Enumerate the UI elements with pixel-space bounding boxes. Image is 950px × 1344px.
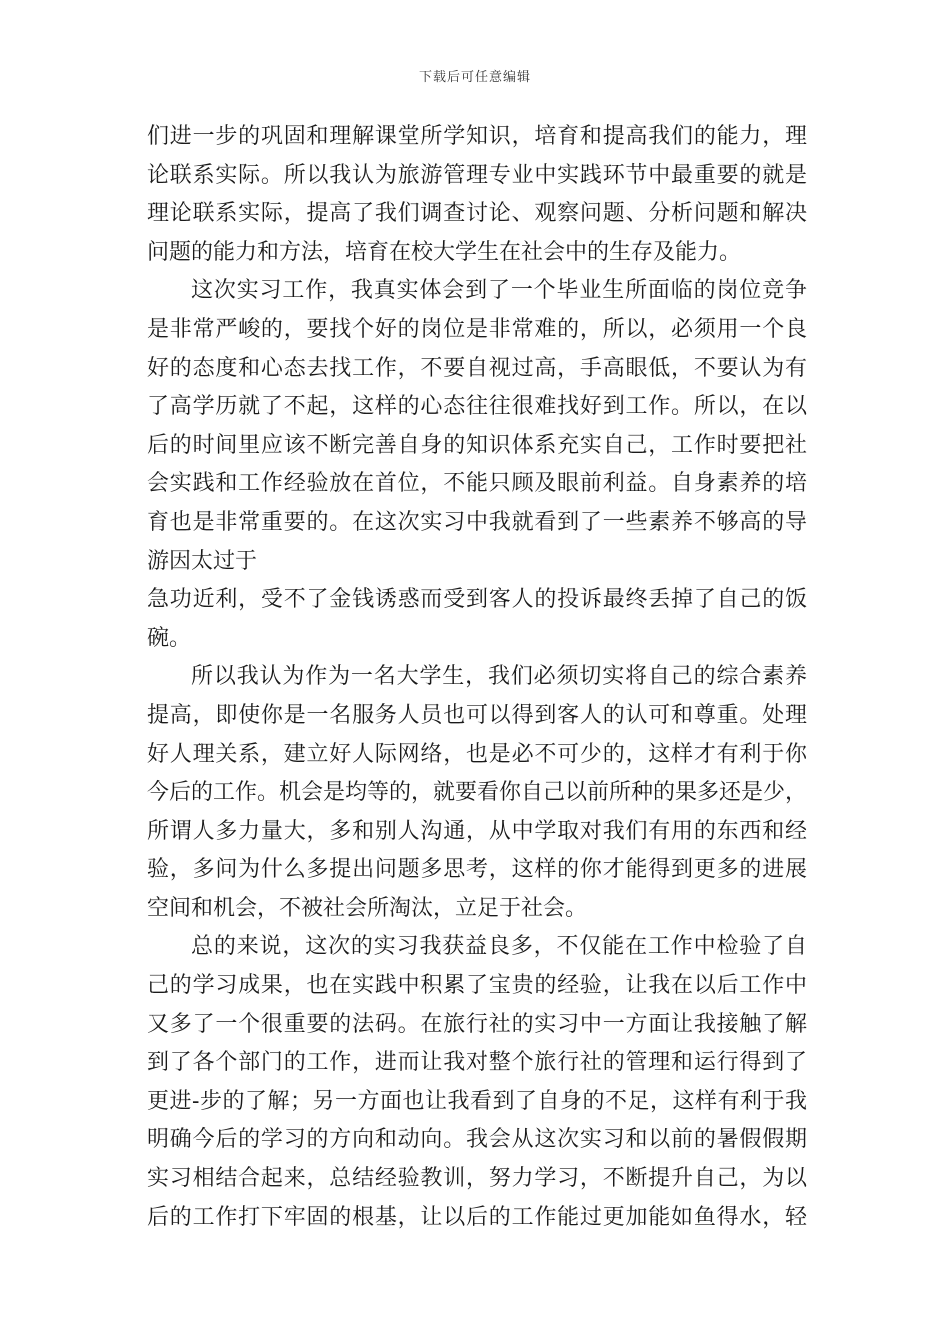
text-line: 今后的工作。机会是均等的，就要看你自己以前所种的果多还是少，	[147, 780, 808, 806]
text-line: 碗。	[147, 625, 192, 651]
text-line: 总的来说，这次的实习我获益良多，不仅能在工作中检验了自	[191, 934, 807, 960]
text-line: 这次实习工作，我真实体会到了一个毕业生所面临的岗位竞争	[191, 278, 807, 304]
text-line: 会实践和工作经验放在首位，不能只顾及眼前利益。自身素养的培	[147, 471, 807, 497]
text-line: 后的时间里应该不断完善自身的知识体系充实自己，工作时要把社	[147, 432, 807, 458]
text-line: 理论联系实际，提高了我们调查讨论、观察问题、分析问题和解决	[147, 201, 807, 227]
text-line: 所以我认为作为一名大学生，我们必须切实将自己的综合素养	[191, 664, 807, 690]
text-line: 己的学习成果，也在实践中积累了宝贵的经验，让我在以后工作中	[147, 973, 807, 999]
text-line: 提高，即使你是一名服务人员也可以得到客人的认可和尊重。处理	[147, 702, 807, 728]
text-line: 所谓人多力量大，多和别人沟通，从中学取对我们有用的东西和经	[147, 818, 807, 844]
text-line: 更进-步的了解；另一方面也让我看到了自身的不足，这样有利于我	[147, 1088, 807, 1114]
text-line: 验，多问为什么多提出问题多思考，这样的你才能得到更多的进展	[147, 857, 807, 883]
text-line: 游因太过于	[147, 548, 258, 574]
text-line: 好的态度和心态去找工作，不要自视过高，手高眼低，不要认为有	[147, 355, 807, 381]
text-line: 空间和机会，不被社会所淘汰，立足于社会。	[147, 895, 588, 921]
text-line: 论联系实际。所以我认为旅游管理专业中实践环节中最重要的就是	[147, 162, 807, 188]
text-line: 后的工作打下牢固的根基，让以后的工作能过更加能如鱼得水，轻	[147, 1204, 807, 1230]
text-line: 问题的能力和方法，培育在校大学生在社会中的生存及能力。	[147, 239, 742, 265]
text-line: 好人理关系，建立好人际网络，也是必不可少的，这样才有利于你	[147, 741, 807, 767]
text-line: 是非常严峻的，要找个好的岗位是非常难的，所以，必须用一个良	[147, 316, 807, 342]
text-line: 明确今后的学习的方向和动向。我会从这次实习和以前的暑假假期	[147, 1127, 807, 1153]
text-line: 又多了一个很重要的法码。在旅行社的实习中一方面让我接触了解	[147, 1011, 807, 1037]
text-line: 实习相结合起来，总结经验教训，努力学习，不断提升自己，为以	[147, 1166, 807, 1192]
text-line: 急功近利，受不了金钱诱惑而受到客人的投诉最终丢掉了自己的饭	[147, 587, 807, 613]
page-header: 下载后可任意编辑	[418, 70, 531, 85]
text-line: 们进一步的巩固和理解课堂所学知识，培育和提高我们的能力，理	[147, 124, 807, 149]
text-line: 到了各个部门的工作，进而让我对整个旅行社的管理和运行得到了	[147, 1050, 807, 1076]
text-line: 了高学历就了不起，这样的心态往往很难找好到工作。所以，在以	[147, 394, 807, 420]
text-line: 育也是非常重要的。在这次实习中我就看到了一些素养不够高的导	[147, 509, 807, 535]
body-text	[147, 118, 807, 1237]
